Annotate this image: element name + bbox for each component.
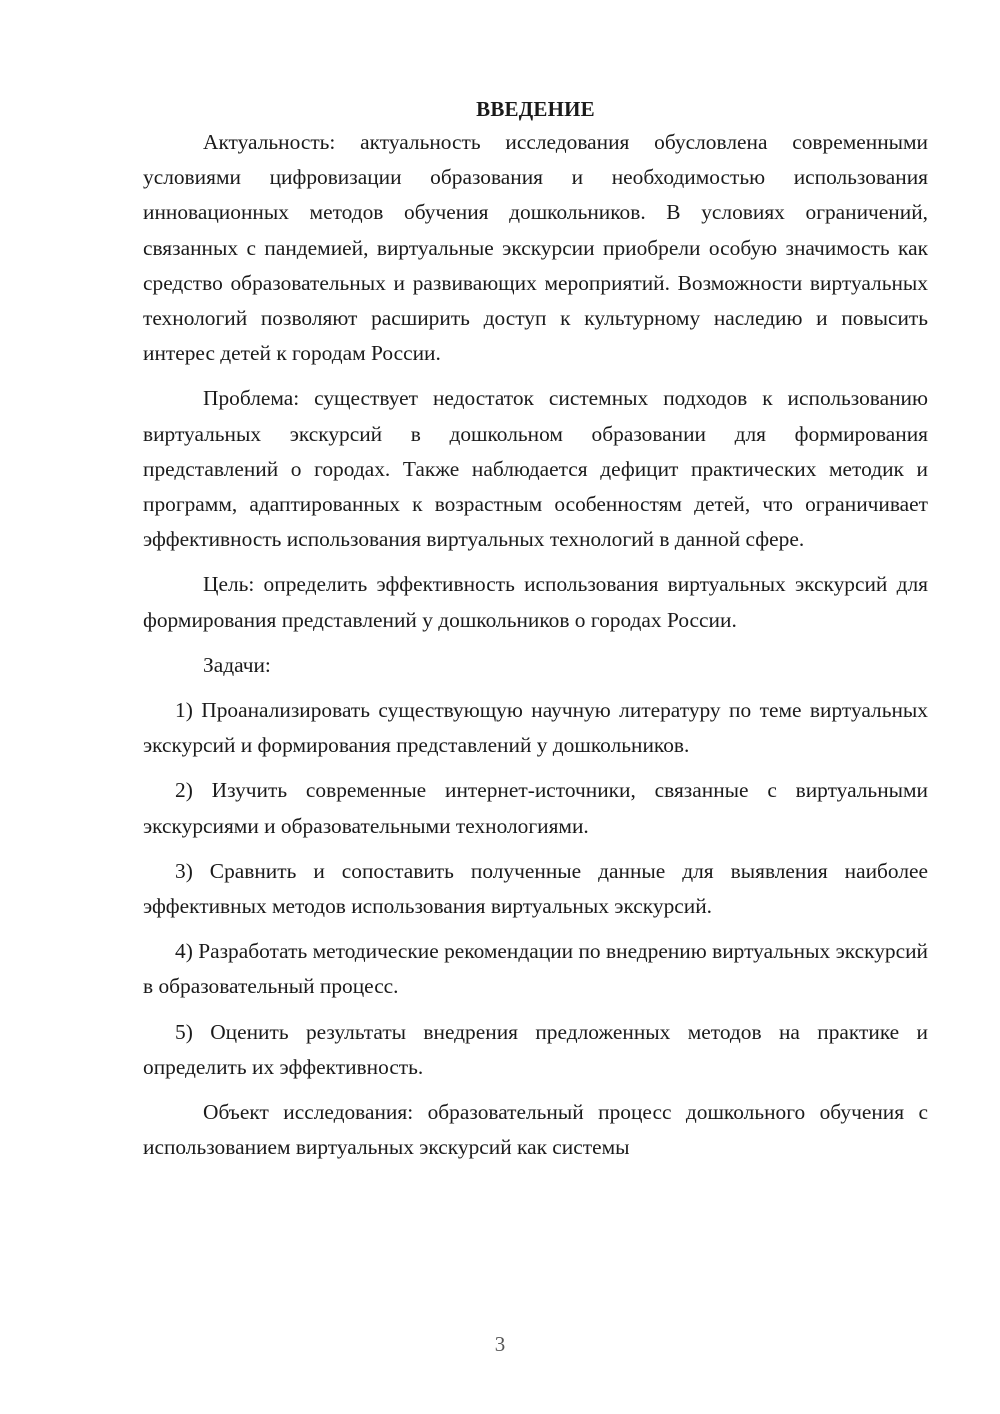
problem-paragraph: Проблема: существует недостаток системных подходов к использованию виртуальных экскурсий в дошкольном образовании для формирования представлений о городах. Также наблюдается дефицит практических методик и программ, адаптированных к возрастным особенностям детей, что ограничивает эффективность использования виртуальных технологий в данной сфере. [143, 386, 928, 552]
page-number: 3 [494, 1332, 506, 1356]
section-heading: ВВЕДЕНИЕ [476, 97, 595, 121]
object-paragraph: Объект исследования: образовательный процесс дошкольного обучения с использованием виртуальных экскурсий как системы [143, 1100, 928, 1160]
relevance-paragraph: Актуальность: актуальность исследования обусловлена современными условиями цифровизации образования и необходимостью использования инновационных методов обучения дошкольников. В условиях ограничений, связанных с пандемией, виртуальные экскурсии приобрели особую значимость как средство образовательных и развивающих мероприятий. Возможности виртуальных технологий позволяют расширить доступ к культурному наследию и повысить интерес детей к городам России. [143, 130, 928, 366]
task-item: 2) Изучить современные интернет-источники, связанные с виртуальными экскурсиями и образовательными технологиями. [143, 778, 928, 838]
task-item: 3) Сравнить и сопоставить полученные данные для выявления наиболее эффективных методов использования виртуальных экскурсий. [143, 858, 928, 919]
task-item: 4) Разработать методические рекомендации по внедрению виртуальных экскурсий в образовательный процесс. [143, 939, 928, 999]
document-page [143, 92, 928, 1175]
tasks-label: Задачи: [203, 652, 271, 677]
task-item: 5) Оценить результаты внедрения предложенных методов на практике и определить их эффективность. [143, 1019, 928, 1079]
goal-paragraph: Цель: определить эффективность использования виртуальных экскурсий для формирования представлений у дошкольников о городах России. [143, 572, 928, 632]
tasks-list [143, 693, 928, 1085]
task-item: 1) Проанализировать существующую научную литературу по теме виртуальных экскурсий и формирования представлений у дошкольников. [143, 698, 928, 758]
